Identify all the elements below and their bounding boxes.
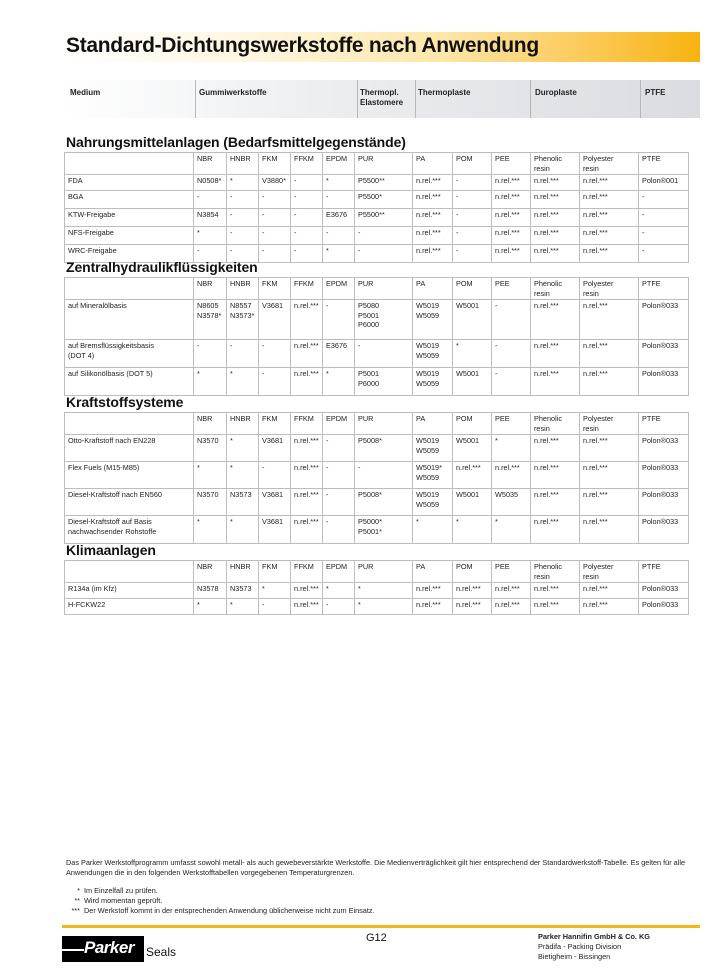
material-cell: N3570 [194, 435, 227, 462]
material-cell: W5019 W5059 [413, 300, 453, 340]
material-cell: n.rel.*** [580, 191, 639, 209]
table-row [65, 583, 689, 599]
category-divider [640, 80, 641, 118]
column-header: EPDM [323, 278, 355, 300]
column-header: Polyester resin [580, 278, 639, 300]
medium-cell: H-FCKW22 [65, 599, 194, 615]
material-cell: - [453, 175, 492, 191]
material-cell: n.rel.*** [291, 599, 323, 615]
column-header: FFKM [291, 278, 323, 300]
material-cell: - [453, 209, 492, 227]
material-cell: n.rel.*** [531, 435, 580, 462]
column-header: PTFE [639, 278, 689, 300]
material-cell: n.rel.*** [531, 340, 580, 368]
column-header: Phenolic resin [531, 413, 580, 435]
material-cell: n.rel.*** [580, 489, 639, 516]
material-cell: - [355, 340, 413, 368]
medium-cell: NFS-Freigabe [65, 227, 194, 245]
material-cell: n.rel.*** [492, 599, 531, 615]
material-cell: n.rel.*** [580, 340, 639, 368]
material-cell: n.rel.*** [413, 599, 453, 615]
material-cell: n.rel.*** [453, 599, 492, 615]
material-cell: n.rel.*** [413, 245, 453, 263]
section-table [64, 277, 689, 396]
column-header: POM [453, 153, 492, 175]
material-cell: - [291, 209, 323, 227]
legend-item [66, 906, 375, 916]
table-row [65, 489, 689, 516]
column-header: Phenolic resin [531, 561, 580, 583]
material-cell: * [227, 516, 259, 544]
column-header: PTFE [639, 413, 689, 435]
material-cell: n.rel.*** [531, 227, 580, 245]
material-cell: - [323, 516, 355, 544]
material-cell: P5000* P5001* [355, 516, 413, 544]
column-header: FFKM [291, 413, 323, 435]
material-cell: - [323, 300, 355, 340]
material-cell: P5500** [355, 209, 413, 227]
material-cell: W5035 [492, 489, 531, 516]
column-header: PEE [492, 413, 531, 435]
material-cell: n.rel.*** [492, 191, 531, 209]
material-cell: W5001 [453, 300, 492, 340]
column-header: FFKM [291, 153, 323, 175]
material-cell: n.rel.*** [492, 227, 531, 245]
column-header [65, 278, 194, 300]
material-cell: - [323, 489, 355, 516]
material-cell: n.rel.*** [531, 462, 580, 489]
material-cell: - [323, 435, 355, 462]
material-cell: - [259, 599, 291, 615]
material-cell: * [259, 583, 291, 599]
material-cell: n.rel.*** [580, 175, 639, 191]
column-header: PUR [355, 278, 413, 300]
material-cell: * [323, 368, 355, 396]
column-header [65, 561, 194, 583]
material-cell: N0508* [194, 175, 227, 191]
column-header: HNBR [227, 153, 259, 175]
material-cell: n.rel.*** [291, 435, 323, 462]
material-cell: n.rel.*** [531, 516, 580, 544]
material-cell: n.rel.*** [580, 300, 639, 340]
material-cell: - [227, 209, 259, 227]
material-cell: * [227, 368, 259, 396]
material-cell: n.rel.*** [291, 300, 323, 340]
footnote-text: Das Parker Werkstoffprogramm umfasst sowohl metall- als auch gewebeverstärkte Werkstoffe. Die Medienverträglichkeit gilt hier entsprechend der Standardwerkstoff-Tabelle. Es gelten für alle Anwendungen die in den folgenden Werkstofftabellen vorgegebenen Temperaturgrenzen. [66, 858, 686, 877]
material-cell: P5500** [355, 175, 413, 191]
material-cell: - [194, 340, 227, 368]
medium-cell: KTW-Freigabe [65, 209, 194, 227]
material-cell: n.rel.*** [413, 175, 453, 191]
column-header: Phenolic resin [531, 278, 580, 300]
medium-cell: R134a (im Kfz) [65, 583, 194, 599]
category-medium: Medium [70, 88, 101, 97]
material-cell: - [291, 245, 323, 263]
medium-cell: BGA [65, 191, 194, 209]
material-cell: - [639, 245, 689, 263]
column-header: FKM [259, 413, 291, 435]
material-cell: - [492, 340, 531, 368]
material-cell: - [227, 340, 259, 368]
medium-cell: Otto-Kraftstoff nach EN228 [65, 435, 194, 462]
material-cell: n.rel.*** [291, 368, 323, 396]
column-header: HNBR [227, 561, 259, 583]
material-cell: n.rel.*** [492, 209, 531, 227]
section-title: Klimaanlagen [66, 542, 156, 558]
material-cell: n.rel.*** [531, 489, 580, 516]
material-cell: - [355, 227, 413, 245]
category-duroplaste: Duroplaste [535, 88, 577, 97]
medium-cell: Diesel-Kraftstoff nach EN560 [65, 489, 194, 516]
table-header-row [65, 561, 689, 583]
company-name: Parker Hannifin GmbH & Co. KG [538, 932, 650, 941]
material-cell: n.rel.*** [580, 227, 639, 245]
table-row [65, 435, 689, 462]
category-divider [357, 80, 358, 118]
material-cell: * [227, 599, 259, 615]
column-header: PUR [355, 561, 413, 583]
legend-text: Der Werkstoff kommt in der entsprechenden Anwendung üblicherweise nicht zum Einsatz. [84, 906, 375, 915]
category-tpe-line1: Thermopl. [360, 88, 399, 97]
column-header: PTFE [639, 561, 689, 583]
material-cell: - [194, 191, 227, 209]
column-header: POM [453, 278, 492, 300]
material-cell: n.rel.*** [413, 227, 453, 245]
material-cell: * [355, 599, 413, 615]
material-cell: - [291, 191, 323, 209]
table-row [65, 209, 689, 227]
column-header: PEE [492, 561, 531, 583]
legend-mark: * [77, 886, 80, 895]
material-cell: - [323, 462, 355, 489]
column-header: PA [413, 278, 453, 300]
medium-cell: auf Silikonölbasis (DOT 5) [65, 368, 194, 396]
category-divider [530, 80, 531, 118]
material-cell: - [639, 227, 689, 245]
material-cell: n.rel.*** [291, 489, 323, 516]
material-cell: * [492, 516, 531, 544]
column-header: PUR [355, 153, 413, 175]
material-cell: * [194, 599, 227, 615]
medium-cell: Diesel-Kraftstoff auf Basis nachwachsender Rohstoffe [65, 516, 194, 544]
column-header [65, 413, 194, 435]
medium-cell: Flex Fuels (M15-M85) [65, 462, 194, 489]
material-cell: N3570 [194, 489, 227, 516]
column-header: FKM [259, 153, 291, 175]
material-cell: - [259, 368, 291, 396]
material-cell: n.rel.*** [291, 583, 323, 599]
material-cell: n.rel.*** [531, 599, 580, 615]
material-cell: Polon®033 [639, 462, 689, 489]
page-title: Standard-Dichtungswerkstoffe nach Anwendung [66, 34, 539, 57]
material-cell: V3681 [259, 489, 291, 516]
material-cell: - [355, 245, 413, 263]
material-cell: N8605 N3578* [194, 300, 227, 340]
material-cell: - [259, 245, 291, 263]
company-division: Prädifa - Packing Division [538, 942, 622, 951]
material-cell: E3676 [323, 209, 355, 227]
material-cell: * [194, 462, 227, 489]
material-cell: - [453, 245, 492, 263]
material-cell: E3676 [323, 340, 355, 368]
material-cell: N3854 [194, 209, 227, 227]
logo-suffix: Seals [146, 945, 177, 959]
material-cell: P5001 P6000 [355, 368, 413, 396]
column-header: PA [413, 561, 453, 583]
material-cell: Polon®033 [639, 435, 689, 462]
material-cell: n.rel.*** [531, 175, 580, 191]
logo-dash [62, 949, 84, 951]
column-header: PEE [492, 278, 531, 300]
material-cell: - [453, 191, 492, 209]
section-title: Nahrungsmittelanlagen (Bedarfsmittelgegenstände) [66, 134, 406, 150]
legend-item [66, 886, 375, 896]
material-cell: - [259, 209, 291, 227]
material-cell: n.rel.*** [291, 516, 323, 544]
material-cell: Polon®033 [639, 489, 689, 516]
material-cell: - [291, 175, 323, 191]
material-cell: V3681 [259, 300, 291, 340]
category-divider [415, 80, 416, 118]
table-row [65, 368, 689, 396]
material-cell: V3681 [259, 435, 291, 462]
column-header: EPDM [323, 153, 355, 175]
column-header: PA [413, 153, 453, 175]
material-cell: N3578 [194, 583, 227, 599]
column-header: EPDM [323, 561, 355, 583]
material-cell: V3880* [259, 175, 291, 191]
column-header: NBR [194, 278, 227, 300]
material-cell: - [453, 227, 492, 245]
column-header: HNBR [227, 413, 259, 435]
material-cell: * [355, 583, 413, 599]
material-cell: n.rel.*** [453, 462, 492, 489]
category-tpe-line2: Elastomere [360, 98, 404, 107]
table-row [65, 516, 689, 544]
material-cell: n.rel.*** [492, 462, 531, 489]
column-header: PEE [492, 153, 531, 175]
material-cell: n.rel.*** [580, 599, 639, 615]
material-cell: * [413, 516, 453, 544]
table-row [65, 300, 689, 340]
table-header-row [65, 153, 689, 175]
material-cell: - [355, 462, 413, 489]
material-cell: N3573 [227, 489, 259, 516]
material-cell: * [323, 245, 355, 263]
material-cell: - [639, 209, 689, 227]
section-title: Zentralhydraulikflüssigkeiten [66, 259, 258, 275]
material-cell: n.rel.*** [413, 209, 453, 227]
category-gummiwerkstoffe: Gummiwerkstoffe [199, 88, 267, 97]
material-cell: Polon®001 [639, 175, 689, 191]
company-info [538, 932, 650, 962]
column-header: NBR [194, 561, 227, 583]
legend-item [66, 896, 375, 906]
material-cell: - [291, 227, 323, 245]
category-thermopl-elastomere [360, 88, 403, 108]
table-header-row [65, 278, 689, 300]
material-cell: P5500* [355, 191, 413, 209]
column-header: PUR [355, 413, 413, 435]
material-cell: - [259, 191, 291, 209]
column-header: FFKM [291, 561, 323, 583]
material-cell: P5008* [355, 435, 413, 462]
category-ptfe: PTFE [645, 88, 666, 97]
material-cell: - [639, 191, 689, 209]
table-row [65, 599, 689, 615]
material-cell: V3681 [259, 516, 291, 544]
material-cell: W5019* W5059 [413, 462, 453, 489]
column-header: EPDM [323, 413, 355, 435]
material-cell: - [227, 245, 259, 263]
column-header: PTFE [639, 153, 689, 175]
material-cell: Polon®033 [639, 599, 689, 615]
column-header: FKM [259, 561, 291, 583]
legend [66, 886, 375, 916]
table-row [65, 340, 689, 368]
material-cell: Polon®033 [639, 516, 689, 544]
material-cell: n.rel.*** [492, 245, 531, 263]
table-row [65, 462, 689, 489]
column-header: NBR [194, 153, 227, 175]
footer-accent-line [62, 925, 700, 928]
material-cell: W5001 [453, 435, 492, 462]
material-cell: Polon®033 [639, 340, 689, 368]
column-header: Polyester resin [580, 153, 639, 175]
material-cell: Polon®033 [639, 300, 689, 340]
material-cell: n.rel.*** [453, 583, 492, 599]
material-cell: - [259, 462, 291, 489]
table-header-row [65, 413, 689, 435]
column-header: POM [453, 561, 492, 583]
material-cell: n.rel.*** [580, 245, 639, 263]
material-cell: W5001 [453, 368, 492, 396]
material-cell: n.rel.*** [531, 300, 580, 340]
material-cell: * [323, 175, 355, 191]
material-cell: n.rel.*** [413, 191, 453, 209]
material-cell: W5019 W5059 [413, 489, 453, 516]
column-header: Phenolic resin [531, 153, 580, 175]
material-cell: W5019 W5059 [413, 435, 453, 462]
column-header: Polyester resin [580, 561, 639, 583]
legend-text: Im Einzelfall zu prüfen. [84, 886, 158, 895]
material-cell: W5019 W5059 [413, 368, 453, 396]
material-cell: W5001 [453, 489, 492, 516]
material-cell: - [323, 227, 355, 245]
material-cell: * [194, 516, 227, 544]
legend-mark: *** [71, 906, 80, 915]
material-cell: n.rel.*** [413, 583, 453, 599]
material-cell: N3573 [227, 583, 259, 599]
material-cell: * [227, 435, 259, 462]
table-row [65, 175, 689, 191]
material-cell: * [227, 175, 259, 191]
section-table [64, 560, 689, 615]
material-cell: n.rel.*** [291, 462, 323, 489]
material-cell: n.rel.*** [291, 340, 323, 368]
medium-cell: FDA [65, 175, 194, 191]
material-cell: * [227, 462, 259, 489]
column-header [65, 153, 194, 175]
material-cell: - [227, 227, 259, 245]
category-thermoplaste: Thermoplaste [418, 88, 471, 97]
material-cell: - [259, 340, 291, 368]
material-cell: - [323, 599, 355, 615]
section-table [64, 412, 689, 544]
material-cell: * [194, 227, 227, 245]
material-cell: Polon®033 [639, 583, 689, 599]
material-cell: - [492, 300, 531, 340]
column-header: HNBR [227, 278, 259, 300]
column-header: FKM [259, 278, 291, 300]
category-divider [195, 80, 196, 118]
material-cell: W5019 W5059 [413, 340, 453, 368]
material-cell: n.rel.*** [492, 583, 531, 599]
material-cell: - [492, 368, 531, 396]
material-cell: n.rel.*** [492, 175, 531, 191]
table-row [65, 191, 689, 209]
table-row [65, 227, 689, 245]
column-header: POM [453, 413, 492, 435]
page-number: G12 [366, 932, 387, 944]
section-title: Kraftstoffsysteme [66, 394, 184, 410]
legend-mark: ** [74, 896, 80, 905]
material-cell: N8557 N3573* [227, 300, 259, 340]
material-cell: - [259, 227, 291, 245]
material-cell: n.rel.*** [580, 368, 639, 396]
material-cell: - [194, 245, 227, 263]
material-cell: - [323, 191, 355, 209]
material-cell: Polon®033 [639, 368, 689, 396]
material-cell: n.rel.*** [580, 209, 639, 227]
material-cell: P5008* [355, 489, 413, 516]
medium-cell: auf Mineralölbasis [65, 300, 194, 340]
material-cell: * [194, 368, 227, 396]
section-table [64, 152, 689, 263]
material-cell: * [492, 435, 531, 462]
column-header: Polyester resin [580, 413, 639, 435]
material-cell: n.rel.*** [580, 462, 639, 489]
material-cell: - [227, 191, 259, 209]
logo-text: Parker [84, 938, 134, 957]
material-cell: n.rel.*** [531, 245, 580, 263]
material-cell: * [453, 516, 492, 544]
material-cell: n.rel.*** [531, 191, 580, 209]
medium-cell: auf Bremsflüssigkeitsbasis (DOT 4) [65, 340, 194, 368]
column-header: NBR [194, 413, 227, 435]
material-cell: n.rel.*** [531, 209, 580, 227]
material-cell: n.rel.*** [531, 368, 580, 396]
material-cell: n.rel.*** [580, 516, 639, 544]
material-cell: n.rel.*** [580, 583, 639, 599]
legend-text: Wird momentan geprüft. [84, 896, 163, 905]
material-cell: * [323, 583, 355, 599]
company-location: Bietigheim - Bissingen [538, 952, 611, 961]
material-cell: n.rel.*** [531, 583, 580, 599]
material-cell: n.rel.*** [580, 435, 639, 462]
material-cell: P5080 P5001 P6000 [355, 300, 413, 340]
material-cell: * [453, 340, 492, 368]
medium-cell: WRC-Freigabe [65, 245, 194, 263]
column-header: PA [413, 413, 453, 435]
